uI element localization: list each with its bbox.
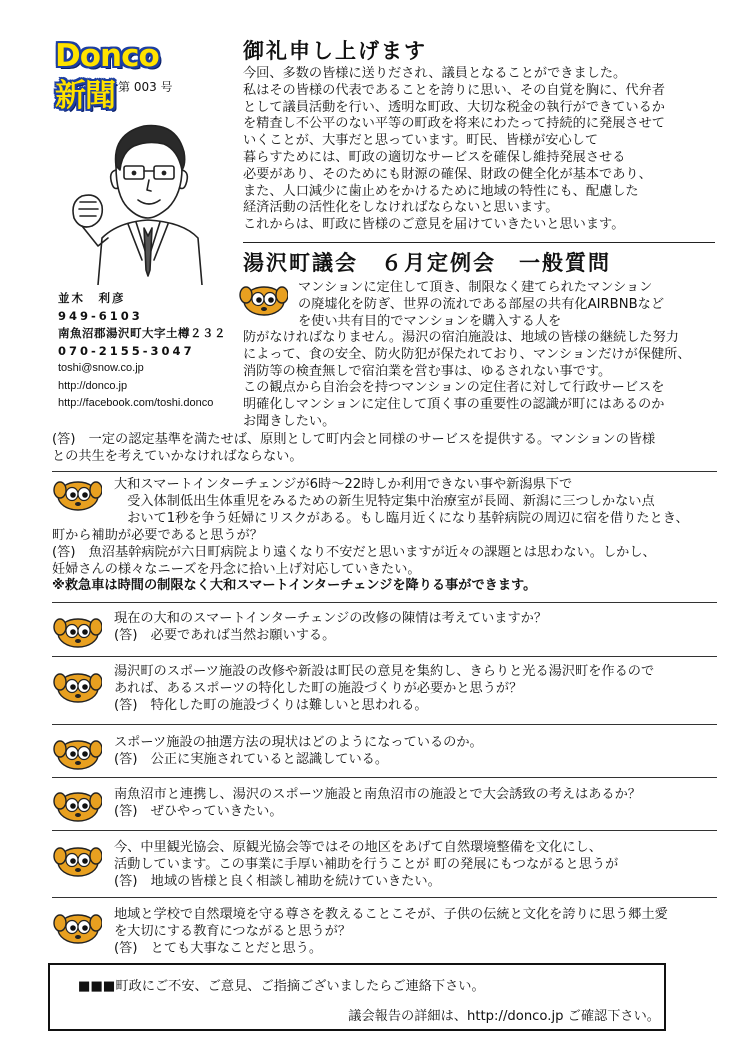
qa-divider (52, 656, 717, 657)
answer-1 (52, 432, 655, 466)
politician-portrait-illustration (58, 110, 238, 285)
ambulance-note: ※救急車は時間の制限なく大和スマートインターチェンジを降りる事ができます。 (52, 578, 537, 594)
qa-item (52, 664, 722, 720)
address: 南魚沼郡湯沢町大字土樽２３２ (58, 326, 226, 340)
speaker-icon (52, 909, 102, 945)
question-line: スポーツ施設の抽選方法の現状はどのようになっているのか。 (114, 735, 483, 750)
question-2-body (52, 528, 656, 595)
question-line: この観点から自治会を持つマンションの定住者に対して行政サービスを (243, 380, 665, 396)
thanks-line: として議員活動を行い、透明な町政、大切な税金の執行ができているか (243, 99, 665, 115)
thanks-line: いくことが、大事だと思っています。町民、皆様が安心して (243, 133, 599, 149)
speaker-icon (52, 476, 102, 512)
question-line: 活動しています。この事業に手厚い補助を行うことが 町の発展にもつながると思うが (114, 856, 619, 872)
report-details-link[interactable]: 議会報告の詳細は、http://donco.jp ご確認下さい。 (348, 1009, 660, 1024)
phone-number: 070-2155-3047 (58, 343, 195, 358)
speaker-icon (52, 668, 102, 704)
question-line: の廃墟化を防ぎ、世界の流れである部屋の共有化AIRBNBなど (298, 296, 665, 312)
question-line: 明確化しマンションに定住して頂く事の重要性の認識が町にはあるのか (243, 397, 665, 413)
question-line: 今、中里観光協会、原観光協会等ではその地区をあげて自然環境整備を文化にし、 (114, 840, 602, 855)
answer-line: (答) 特化した町の施設づくりは難しいと思われる。 (114, 697, 428, 713)
question-line: お聞きしたい。 (243, 413, 336, 429)
qa-text (114, 840, 618, 890)
thanks-line: を精査し不公平のない平等の町政を将来にわたって持続的に発展させて (243, 116, 665, 132)
speaker-icon (52, 735, 102, 771)
question-line: あれば、あるスポーツの特化した町の施設づくりが必要かと思うが？ (114, 680, 523, 696)
question-line: 消防等の検査無しで宿泊業を営む事は、ゆるされない事です。 (243, 363, 612, 379)
contact-notice: ■■■町政にご不安、ご意見、ご指摘ございましたらご連絡下さい。 (78, 979, 485, 994)
qa-item (52, 787, 722, 827)
qa-item (52, 840, 722, 896)
thanks-line: 必要があり、そのためにも財源の確保、財政の健全化が基本であり、 (243, 166, 652, 182)
question-line: マンションに定住して頂き、制限なく建てられたマンション (298, 280, 653, 295)
contact-notice-box (48, 963, 666, 1031)
question-line: 湯沢町のスポーツ施設の改修や新設は町民の意見を集約し、きらりと光る湯沢町を作るので (114, 664, 655, 679)
qa-text (114, 611, 547, 645)
question-line: 防がなければなりません。湯沢の宿泊施設は、地域の皆様の継続した努力 (243, 330, 679, 345)
qa-item (52, 611, 722, 653)
thanks-heading: 御礼申し上げます (243, 38, 427, 63)
question-line: を大切にする教育につながると思うが？ (114, 923, 352, 939)
section-divider (243, 242, 715, 243)
qa-text (114, 735, 483, 769)
question-line: 大和スマートインターチェンジが6時～22時しか利用できない事や新潟県下で (114, 477, 573, 492)
answer-line: との共生を考えていかなければならない。 (52, 448, 303, 464)
question-line: 町から補助が必要であると思うが？ (52, 528, 263, 543)
question-line: おいて1秒を争う妊婦にリスクがある。もし臨月近くになり基幹病院の周辺に宿を借りたとき、 (114, 510, 689, 526)
qa-divider (52, 471, 717, 472)
question-line: 現在の大和のスマートインターチェンジの改修の陳情は考えていますか？ (114, 611, 548, 626)
question-line: によって、食の安全、防火防犯が保たれており、マンションだけが保健所、 (243, 346, 691, 362)
question-line: 受入体制低出生体重児をみるための新生児特定集中治療室が長岡、新潟に三つしかない点 (114, 493, 655, 509)
qa-divider (52, 777, 717, 778)
email-link[interactable]: toshi@snow.co.jp (58, 362, 144, 374)
speaker-icon (52, 787, 102, 823)
issue-number: 第 003 号 (118, 80, 173, 94)
newspaper-logo: Donco新聞 (55, 38, 159, 114)
question-line: を使い共有目的でマンションを購入する人を (298, 313, 562, 329)
answer-line: (答) 公正に実施されていると認識している。 (114, 751, 389, 767)
thanks-line: 今回、多数の皆様に送りだされ、議員となることができました。 (243, 66, 627, 81)
question-line: 南魚沼市と連携し、湯沢のスポーツ施設と南魚沼市の施設とで大会誘致の考えはあるか？ (114, 787, 641, 802)
qa-divider (52, 830, 717, 831)
qa-divider (52, 602, 717, 603)
website-link[interactable]: http://donco.jp (58, 379, 128, 392)
assembly-heading: 湯沢町議会 ６月定例会 一般質問 (243, 250, 611, 275)
question-1-intro (298, 280, 664, 330)
profile-contact (58, 290, 238, 413)
qa-item (52, 735, 722, 775)
answer-line: (答) 地域の皆様と良く相談し補助を続けていきたい。 (114, 873, 441, 889)
answer-line: (答) とても大事なことだと思う。 (114, 940, 323, 956)
thanks-line: 暮らすためには、町政の適切なサービスを確保し維持発展させる (243, 149, 626, 165)
speaker-icon (238, 281, 288, 317)
speaker-icon (52, 613, 102, 649)
qa-divider (52, 897, 717, 898)
question-line: 地域と学校で自然環境を守る尊さを教えることこそが、子供の伝統と文化を誇りに思う郷土愛 (114, 907, 668, 922)
qa-item (52, 907, 722, 963)
thanks-line: 経済活動の活性化をしなければならないと思います。 (243, 200, 559, 216)
profile-name: 並木 利彦 (58, 291, 126, 305)
answer-line: (答) ぜひやっていきたい。 (114, 803, 283, 819)
qa-divider (52, 724, 717, 725)
thanks-line: 私はその皆様の代表であることを誇りに思い、その自覚を胸に、代弁者 (243, 82, 665, 98)
thanks-body (243, 66, 665, 234)
speaker-icon (52, 842, 102, 878)
thanks-line: また、人口減少に歯止めをかけるために地域の特性にも、配慮した (243, 183, 639, 199)
answer-line: 妊婦さんの様々なニーズを丹念に拾い上げ対応していきたい。 (52, 561, 421, 577)
facebook-link[interactable]: http://facebook.com/toshi.donco (58, 397, 214, 409)
postal-code: 949-6103 (58, 308, 143, 323)
thanks-line: これからは、町政に皆様のご意見を届けていきたいと思います。 (243, 217, 625, 233)
answer-line: (答) 必要であれば当然お願いする。 (114, 627, 336, 643)
answer-line: (答) 魚沼基幹病院が六日町病院より遠くなり不安だと思いますが近々の課題とは思わない。しかし、 (52, 544, 656, 560)
question-2-intro (114, 477, 689, 527)
qa-text (114, 664, 654, 714)
qa-text (114, 907, 668, 957)
question-1-body (243, 330, 691, 431)
answer-line: (答) 一定の認定基準を満たせば、原則として町内会と同様のサービスを提供する。マンションの皆様 (52, 432, 656, 447)
qa-text (114, 787, 641, 821)
